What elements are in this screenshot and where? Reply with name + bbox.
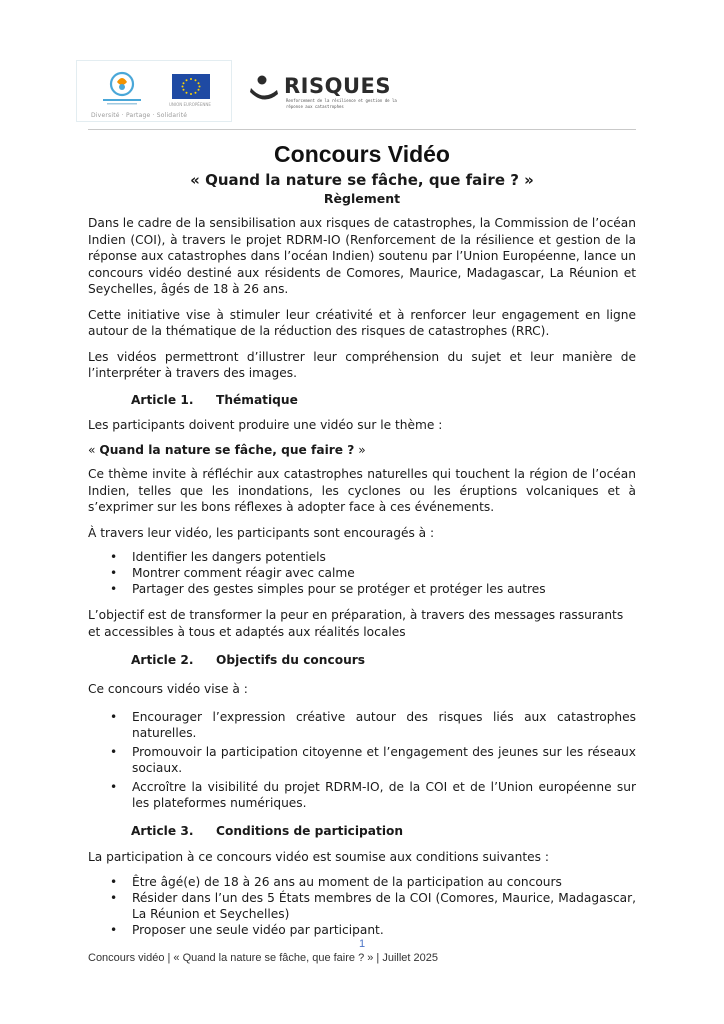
list-item: • Être âgé(e) de 18 à 26 ans au moment de la participation au concours xyxy=(110,874,636,890)
article-3-heading xyxy=(88,823,636,840)
article-3-title: Conditions de participation xyxy=(216,824,404,838)
eu-caption: UNION EUROPÉENNE xyxy=(169,102,211,107)
theme-quote-close: » xyxy=(354,442,366,457)
risques-wordmark: RISQUES xyxy=(284,74,391,98)
article-3-bullet-list xyxy=(88,874,636,938)
theme-quote-open: « xyxy=(88,442,100,457)
eu-flag-icon xyxy=(172,74,210,99)
coi-tagline: Diversité · Partage · Solidarité xyxy=(91,112,188,119)
article-1-number: Article 1. xyxy=(131,392,194,407)
list-item: • Proposer une seule vidéo par participant. xyxy=(110,922,636,938)
article-3-intro: La participation à ce concours vidéo est soumise aux conditions suivantes : xyxy=(88,849,549,864)
list-item: • Accroître la visibilité du projet RDRM-IO, de la COI et de l’Union européenne sur les plateformes numériques. xyxy=(110,779,636,811)
article-1-heading xyxy=(88,392,636,409)
article-1-paragraph-3: À travers leur vidéo, les participants sont encouragés à : xyxy=(88,525,435,540)
article-3-number: Article 3. xyxy=(131,824,194,838)
list-item: • Promouvoir la participation citoyenne et l’engagement des jeunes sur les réseaux sociaux. xyxy=(110,744,636,776)
article-2-intro: Ce concours vidéo vise à : xyxy=(88,681,248,696)
list-item: • Encourager l’expression créative autour des risques liés aux catastrophes naturelles. xyxy=(110,709,636,741)
risques-emblem-icon xyxy=(248,72,282,108)
reglement-heading: Règlement xyxy=(323,191,401,206)
article-1-bullet-list xyxy=(88,549,636,597)
article-1-paragraph-4: L’objectif est de transformer la peur en préparation, à travers des messages rassurants et accessibles à tous et adaptés aux réalités locales xyxy=(88,608,624,639)
article-2-heading xyxy=(88,652,636,669)
article-2-bullet-list xyxy=(88,709,636,811)
coi-eu-logo-block xyxy=(76,60,232,122)
page-footer: Concours vidéo | « Quand la nature se fâche, que faire ? » | Juillet 2025 xyxy=(88,952,438,964)
article-1-title: Thématique xyxy=(216,392,298,407)
coi-logo-icon xyxy=(95,67,149,107)
document-subtitle: « Quand la nature se fâche, que faire ? » xyxy=(190,171,534,189)
article-1-theme xyxy=(88,442,636,459)
theme-text: Quand la nature se fâche, que faire ? xyxy=(99,442,355,457)
article-1-intro: Les participants doivent produire une vidéo sur le thème : xyxy=(88,418,443,432)
article-2-title: Objectifs du concours xyxy=(216,653,366,667)
list-item: • Partager des gestes simples pour se protéger et protéger les autres xyxy=(110,581,636,597)
list-item: • Montrer comment réagir avec calme xyxy=(110,565,636,581)
list-item: • Identifier les dangers potentiels xyxy=(110,549,636,565)
document-title: Concours Vidéo xyxy=(274,141,450,167)
page-number: 1 xyxy=(358,938,366,950)
list-item: • Résider dans l’un des 5 États membres de la COI (Comores, Maurice, Madagascar, La Réunion et Seychelles) xyxy=(110,890,636,922)
risques-logo xyxy=(248,76,408,118)
intro-paragraph-1: Dans le cadre de la sensibilisation aux risques de catastrophes, la Commission de l’océan Indien (COI), à travers le projet RDRM-IO (Renforcement de la résilience et gestion de la réponse aux catastrophes dans l’océan Indien) soutenu par l’Union Européenne, lance un concours vidéo destiné aux résidents de Comores, Maurice, Madagascar, La Réunion et Seychelles, âgés de 18 à 26 ans. xyxy=(88,216,636,296)
document-body xyxy=(88,140,636,938)
intro-paragraph-2: Cette initiative vise à stimuler leur créativité et à renforcer leur engagement en ligne autour de la thématique de la réduction des risques de catastrophes (RRC). xyxy=(88,307,636,338)
header-divider xyxy=(88,129,636,130)
risques-subtitle: Renforcement de la résilience et gestion de la réponse aux catastrophes xyxy=(286,98,397,109)
article-1-paragraph-2: Ce thème invite à réfléchir aux catastrophes naturelles qui touchent la région de l’océan Indien, telles que les inondations, les cyclones ou les éruptions volcaniques et à s’exprimer sur les bons réflexes à adopter face à ces événements. xyxy=(88,467,636,514)
intro-paragraph-3: Les vidéos permettront d’illustrer leur compréhension du sujet et leur manière de l’interpréter à travers des images. xyxy=(88,349,636,380)
article-2-number: Article 2. xyxy=(131,653,194,667)
page-header xyxy=(0,0,724,132)
